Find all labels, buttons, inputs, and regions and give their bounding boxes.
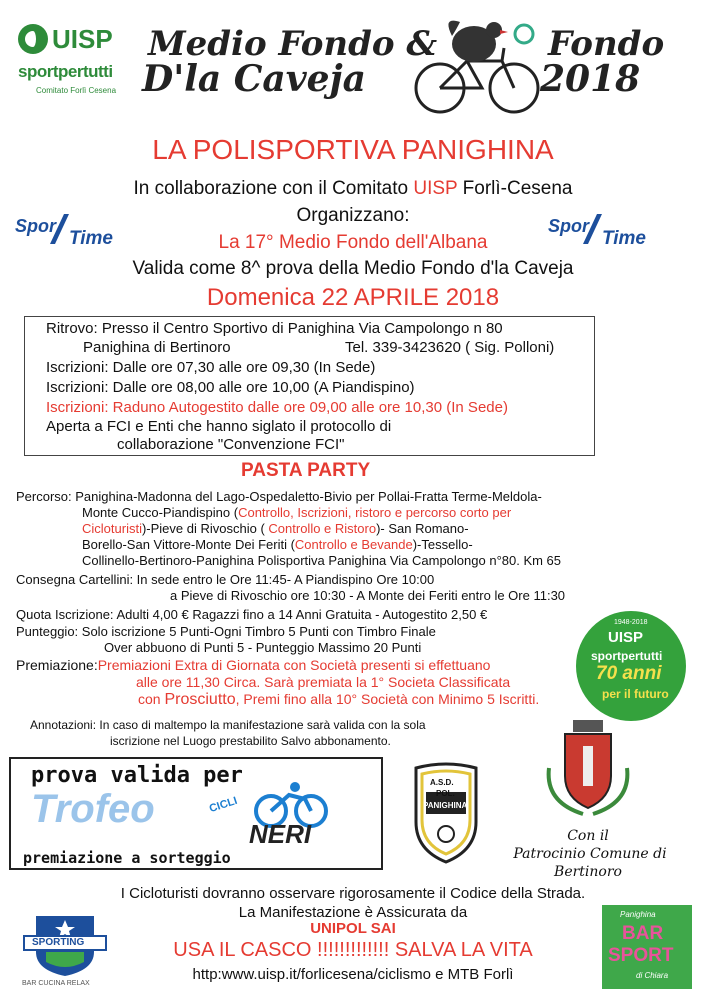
trofeo-title: prova valida per <box>31 763 243 788</box>
iscrizioni-3 <box>46 399 508 416</box>
sporting-logo <box>16 912 114 992</box>
ritrovo-location: Panighina di Bertinoro <box>83 339 231 356</box>
codice-strada: I Cicloturisti dovranno osservare rigorosamente il Codice della Strada. <box>120 885 586 902</box>
sporttime-sport: Spor <box>15 216 57 236</box>
sporting-sub: BAR CUCINA RELAX <box>22 980 90 987</box>
cartellini-line-1: Consegna Cartellini: In sede entro le Ore 11:45- A Piandispino Ore 10:00 <box>16 572 435 587</box>
premiazione-label: Premiazione: <box>16 657 98 673</box>
percorso-line-1: Percorso: Panighina-Madonna del Lago-Ospedaletto-Bivio per Pollai-Fratta Terme-Meldola- <box>16 489 542 504</box>
phone: Tel. 339-3423620 ( Sig. Polloni) <box>345 339 555 356</box>
asd-l1: A.S.D. <box>430 778 454 787</box>
sporttime-sport: Spor <box>548 216 590 236</box>
percorso-l3d: )- San Romano- <box>376 521 469 536</box>
punteggio-line-1: Punteggio: Solo iscrizione 5 Punti-Ogni Timbro 5 Punti con Timbro Finale <box>16 624 436 639</box>
rooster-bicycle-icon <box>412 16 544 116</box>
uisp-name: UISP <box>52 24 113 54</box>
asd-l3: PANIGHINA <box>423 801 468 810</box>
collab-suffix: Forlì-Cesena <box>457 178 573 199</box>
badge-uisp: UISP <box>608 629 644 646</box>
badge-futuro: per il futuro <box>602 687 669 701</box>
sporttime-time: Time <box>602 228 647 249</box>
uisp-mark-icon <box>18 24 48 54</box>
percorso-l3c: Controllo e Ristoro <box>264 521 377 536</box>
badge-70-anni: 70 anni <box>596 663 662 684</box>
asd-l2: POL. <box>436 789 455 798</box>
percorso-line-5: Collinello-Bertinoro-Panighina Polisportiva Panighina Via Campolongo n°80. Km 65 <box>82 553 562 568</box>
bar-sport-top: Panighina <box>620 910 656 919</box>
iscrizioni-3-label: Iscrizioni: <box>46 399 109 416</box>
cicli-word: CICLI <box>207 794 239 816</box>
casco: USA IL CASCO !!!!!!!!!!!!! SALVA LA VITA <box>173 939 533 961</box>
percorso-l2a: Monte Cucco-Piandispino ( <box>82 505 239 520</box>
percorso-l4c: )-Tessello- <box>412 537 473 552</box>
cartellini-line-2: a Pieve di Rivoschio ore 10:30 - A Monte dei Feriti entro le Ore 11:30 <box>170 588 566 603</box>
annotazioni-line-2: iscrizione nel Luogo prestabilito Salvo abbonamento. <box>110 734 391 748</box>
premiazione-line-1 <box>16 657 490 673</box>
uisp-comitato: Comitato Forlì Cesena <box>36 86 117 95</box>
collab-prefix: In collaborazione con il Comitato <box>133 178 414 199</box>
patrocinio-l2: Patrocinio Comune di <box>513 846 667 862</box>
title-line1-right: Fondo <box>548 24 665 64</box>
premiazione-l3c: , Premi fino alla 10° Società con Minimo 5 Iscritti. <box>235 691 540 707</box>
info-box <box>24 316 595 456</box>
iscrizioni-1: Iscrizioni: Dalle ore 07,30 alle ore 09,30 (In Sede) <box>46 359 376 376</box>
collab-uisp: UISP <box>413 178 458 199</box>
uisp-subtitle: sportpertutti <box>18 62 113 81</box>
uisp-logo <box>18 22 130 104</box>
collab-line <box>0 178 706 200</box>
bar-sport-bottom: di Chiara <box>636 971 669 980</box>
badge-sport: sportpertutti <box>591 649 663 663</box>
percorso-line-3 <box>82 521 469 536</box>
premiazione-line-3 <box>138 691 539 709</box>
pasta-party: PASTA PARTY <box>241 460 371 481</box>
valid-line: Valida come 8^ prova della Medio Fondo d'la Caveja <box>132 258 574 279</box>
badge-years: 1948-2018 <box>614 619 648 626</box>
percorso-l4b: Controllo e Bevande <box>294 537 413 552</box>
percorso-l2b: Controllo, Iscrizioni, ristoro e percorso corto per <box>238 505 512 520</box>
sporttime-time: Time <box>69 228 114 249</box>
ritrovo: Ritrovo: Presso il Centro Sportivo di Panighina Via Campolongo n 80 <box>46 320 503 337</box>
percorso-line-2 <box>82 505 511 520</box>
unipol: UNIPOL SAI <box>310 920 396 937</box>
iscrizioni-2: Iscrizioni: Dalle ore 08,00 alle ore 10,00 (A Piandispino) <box>46 379 415 396</box>
trofeo-footer: premiazione a sorteggio <box>23 849 231 867</box>
title-line2-left: D'la Caveja <box>142 58 366 100</box>
percorso-line-4 <box>82 537 473 552</box>
assicurata: La Manifestazione è Assicurata da <box>238 904 468 921</box>
title-line2-right: 2018 <box>540 58 641 100</box>
patrocinio-l1: Con il <box>567 828 609 844</box>
organizzano: Organizzano: <box>296 205 410 226</box>
sporting-name: SPORTING <box>32 937 85 948</box>
quota: Quota Iscrizione: Adulti 4,00 € Ragazzi fino a 14 Anni Gratuita - Autogestito 2,50 € <box>16 607 488 622</box>
uisp-70-anni-badge <box>576 611 686 721</box>
percorso-l3b: )-Pieve di Rivoschio ( <box>141 521 265 536</box>
iscrizioni-3-text: Raduno Autogestito dalle ore 09,00 alle ore 10,30 (In Sede) <box>108 399 508 416</box>
fci-line-1: Aperta a FCI e Enti che hanno siglato il protocollo di <box>46 418 392 435</box>
organizer-title: LA POLISPORTIVA PANIGHINA <box>152 134 554 165</box>
trofeo-box <box>9 757 383 870</box>
premiazione-line-2: alle ore 11,30 Circa. Sarà premiata la 1° Societa Classificata <box>136 674 511 690</box>
neri-word: NERI <box>249 819 312 849</box>
trofeo-word: Trofeo <box>31 787 155 831</box>
bar-sport-sport: SPORT <box>608 945 674 966</box>
annotazioni-line-1: Annotazioni: In caso di maltempo la manifestazione sarà valida con la sola <box>30 718 426 732</box>
event-name: La 17° Medio Fondo dell'Albana <box>218 232 488 253</box>
bar-sport-bar: BAR <box>622 923 664 944</box>
patrocinio-l3: Bertinoro <box>554 864 622 880</box>
fci-line-2: collaborazione "Convenzione FCI" <box>117 436 345 453</box>
event-date: Domenica 22 APRILE 2018 <box>206 284 500 311</box>
premiazione-l1: Premiazioni Extra di Giornata con Società presenti si effettuano <box>97 657 491 673</box>
bar-sport-logo <box>602 905 692 989</box>
title-line1-left: Medio Fondo & <box>148 24 438 64</box>
percorso-l4a: Borello-San Vittore-Monte Dei Feriti ( <box>82 537 295 552</box>
punteggio-line-2: Over abbuono di Punti 5 - Punteggio Massimo 20 Punti <box>104 640 422 655</box>
premiazione-l3a: con <box>138 691 165 707</box>
website[interactable]: http:www.uisp.it/forlicesena/ciclismo e MTB Forlì <box>192 966 514 983</box>
percorso-l3a: Cicloturisti <box>82 521 142 536</box>
bertinoro-crest-icon <box>543 718 633 822</box>
premiazione-prosciutto: Prosciutto <box>164 691 236 708</box>
